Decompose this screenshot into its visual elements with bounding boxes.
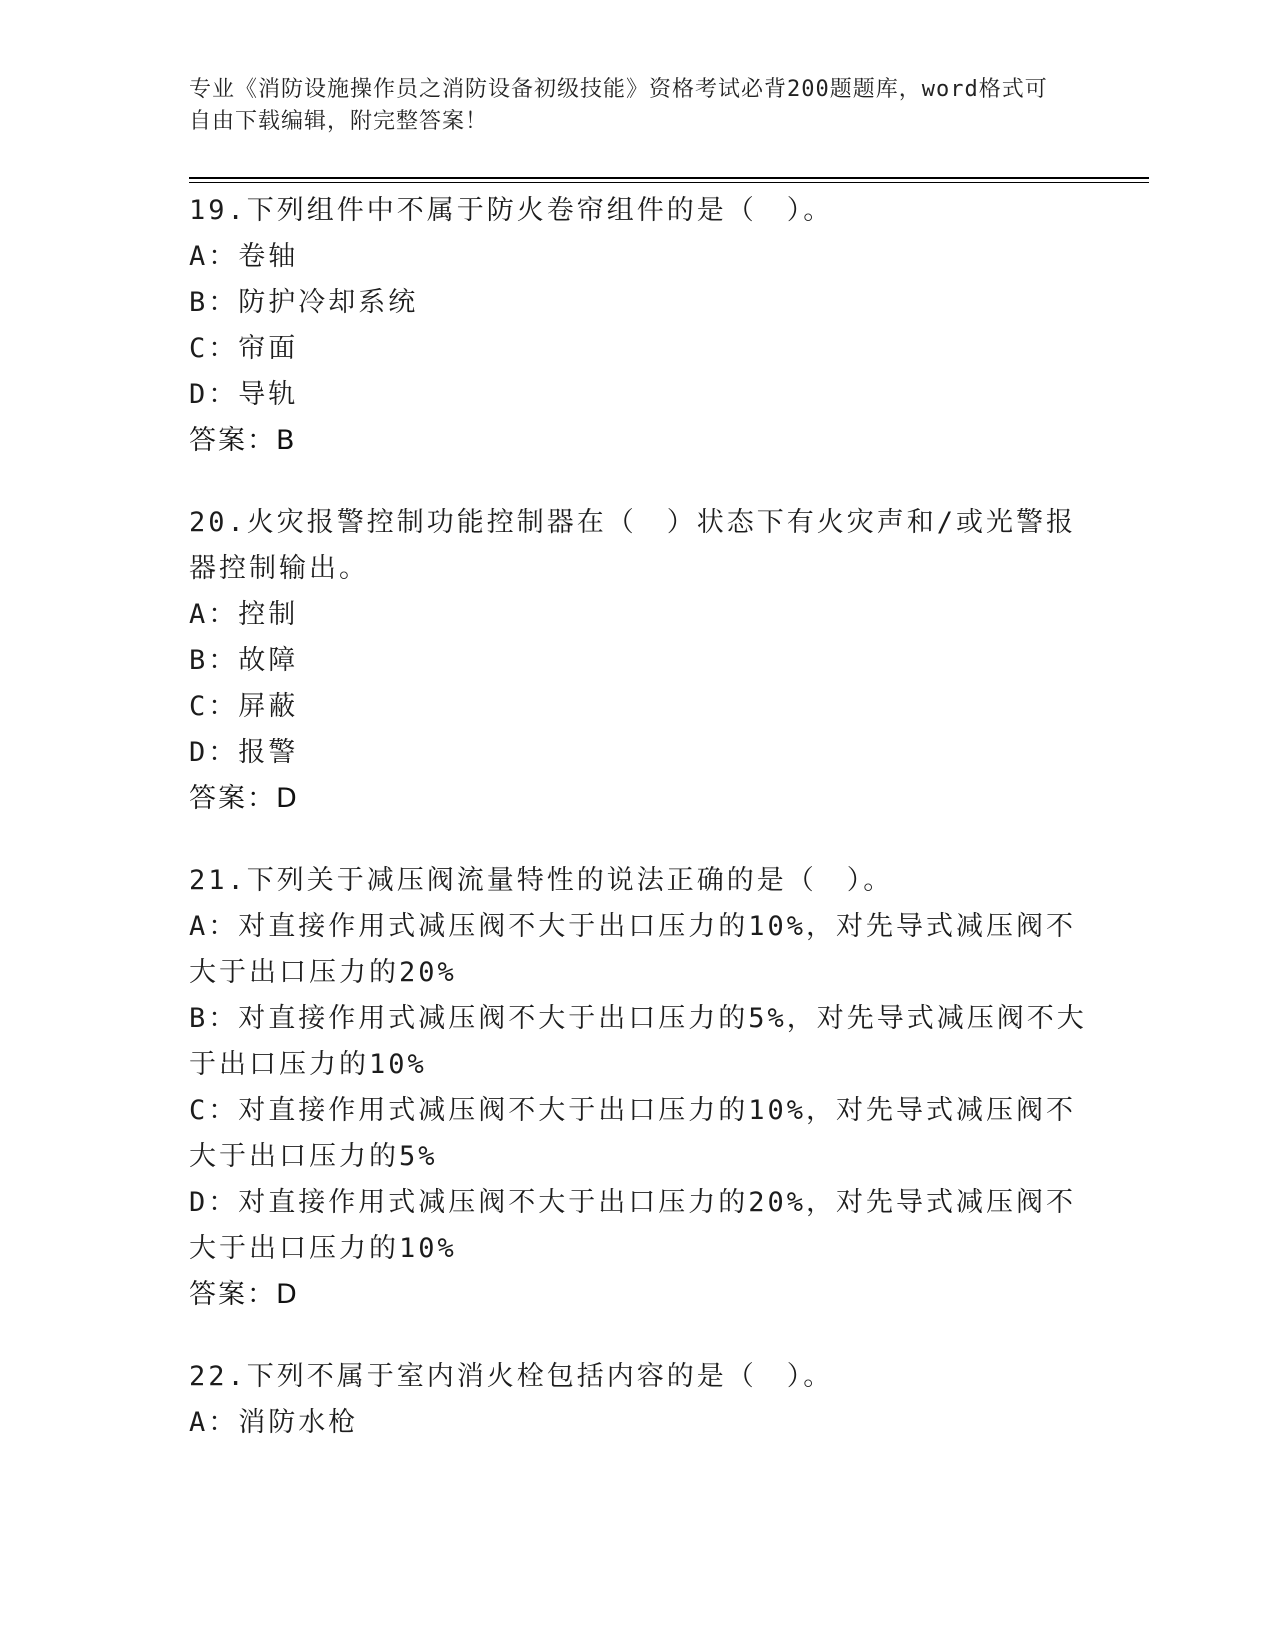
option-c: C：屏蔽	[189, 691, 299, 722]
question-list	[189, 188, 1089, 1482]
option-a: A：控制	[189, 599, 299, 630]
question-21	[189, 858, 1089, 1318]
option-d: D：导轨	[189, 379, 299, 410]
option-a: A：卷轴	[189, 241, 299, 272]
question-19	[189, 188, 1089, 464]
question-stem: 22.下列不属于室内消火栓包括内容的是（ ）。	[189, 1361, 834, 1392]
question-stem: 21.下列关于减压阀流量特性的说法正确的是（ ）。	[189, 865, 894, 896]
question-stem: 19.下列组件中不属于防火卷帘组件的是（ ）。	[189, 195, 834, 226]
header-rule-thick	[189, 177, 1149, 179]
option-c: C：帘面	[189, 333, 299, 364]
question-stem: 20.火灾报警控制功能控制器在（ ）状态下有火灾声和/或光警报器控制输出。	[189, 507, 1077, 584]
option-c: C：对直接作用式减压阀不大于出口压力的10%，对先导式减压阀不大于出口压力的5%	[189, 1095, 1077, 1172]
option-d: D：报警	[189, 737, 299, 768]
answer-line: 答案：D	[189, 1279, 299, 1310]
option-b: B：对直接作用式减压阀不大于出口压力的5%，对先导式减压阀不大于出口压力的10%	[189, 1003, 1087, 1080]
document-header: 专业《消防设施操作员之消防设备初级技能》资格考试必背200题题库，word格式可自由下载编辑，附完整答案！	[189, 77, 1048, 134]
answer-line: 答案：B	[189, 425, 297, 456]
option-b: B：防护冷却系统	[189, 287, 419, 318]
option-d: D：对直接作用式减压阀不大于出口压力的20%，对先导式减压阀不大于出口压力的10%	[189, 1187, 1077, 1264]
question-22	[189, 1354, 1089, 1446]
answer-line: 答案：D	[189, 783, 299, 814]
question-20	[189, 500, 1089, 822]
header-rule-thin	[189, 182, 1149, 183]
option-a: A：消防水枪	[189, 1407, 359, 1438]
option-a: A：对直接作用式减压阀不大于出口压力的10%，对先导式减压阀不大于出口压力的20%	[189, 911, 1077, 988]
option-b: B：故障	[189, 645, 299, 676]
